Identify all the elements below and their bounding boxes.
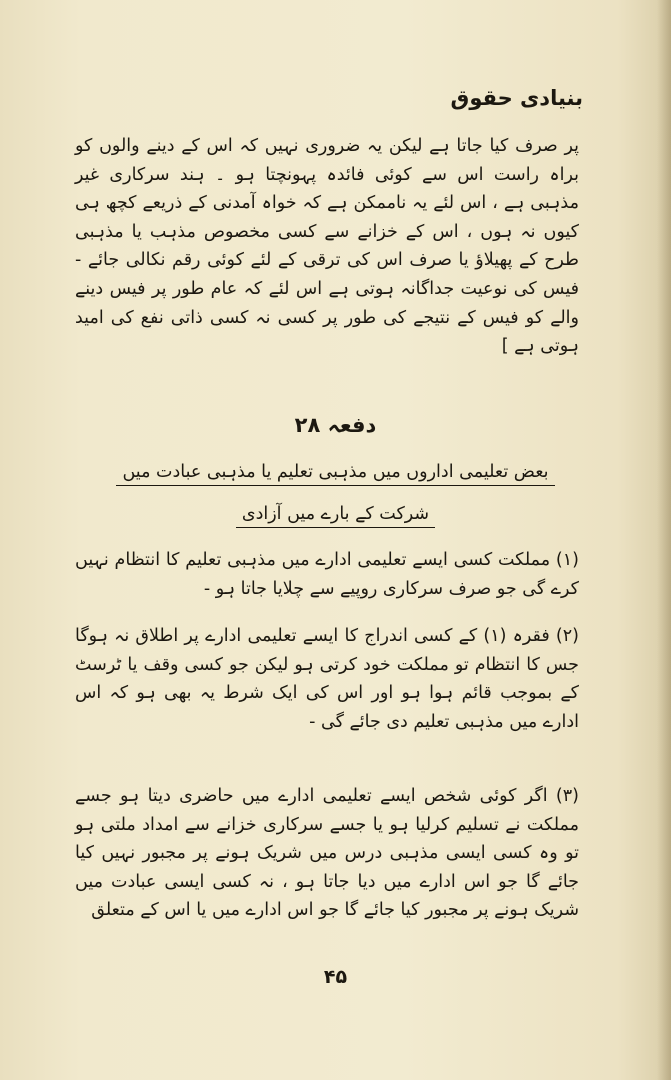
section-heading-line-1	[0, 462, 671, 486]
clause-3: (۳) اگر کوئی شخص ایسے تعلیمی ادارے میں حاضری دیتا ہو جسے مملکت نے تسلیم کرلیا ہو یا جسے سرکاری خزانے سے امداد ملتی ہو تو وہ کسی ایسی مذہبی درس میں شریک ہونے پر مجبور نہیں کیا جائے گا جو اس ادارے میں دیا جاتا ہو ، نہ کسی ایسی عبادت میں شریک ہونے پر مجبور کیا جائے گا جو اس ادارے میں یا اس کے متعلق	[75, 786, 579, 921]
clause-2: (۲) فقرہ (۱) کے کسی اندراج کا ایسے تعلیمی ادارے پر اطلاق نہ ہوگا جس کا انتظام تو مملکت خود کرتی ہو لیکن جو کسی وقف یا ٹرسٹ کے بموجب قائم ہوا ہو اور اس کی ایک شرط یہ بھی ہو کہ اس ادارے میں مذہبی تعلیم دی جائے گی -	[75, 626, 579, 732]
page-number: ۴۵	[323, 966, 348, 988]
section-title: دفعہ ۲۸	[294, 413, 377, 437]
running-head: بنیادی حقوق	[450, 86, 583, 110]
section-heading-text-2: شرکت کے بارے میں آزادی	[236, 504, 435, 528]
section-heading-line-2	[0, 504, 671, 528]
section-heading-text-1: بعض تعلیمی اداروں میں مذہبی تعلیم یا مذہبی عبادت میں	[116, 462, 554, 486]
page-edge-shadow	[657, 0, 671, 1080]
clause-1: (۱) مملکت کسی ایسے تعلیمی ادارے میں مذہبی تعلیم کا انتظام نہیں کرے گی جو صرف سرکاری روپیے سے چلایا جاتا ہو -	[75, 550, 579, 599]
intro-paragraph: پر صرف کیا جاتا ہے لیکن یہ ضروری نہیں کہ اس کے دینے والوں کو براہ راست اس سے کوئی فائدہ پہونچتا ہو ۔ ہند سرکاری غیر مذہبی ہے ، اس لئے یہ ناممکن ہے کہ خواہ آمدنی کے ذریعے کچھ ہی کیوں نہ ہوں ، اس کے خزانے سے کسی مخصوص مذہب یا مذہبی طرح کے پھیلاؤ یا صرف اس کی ترقی کے لئے کوئی رقم نکالی جائے - فیس کی نوعیت جداگانہ ہوتی ہے اس لئے کہ عام طور پر فیس دینے والے کو فیس کے نتیجے کی طور پر کسی نہ کسی ذاتی نفع کی امید ہوتی ہے ]	[75, 136, 579, 357]
